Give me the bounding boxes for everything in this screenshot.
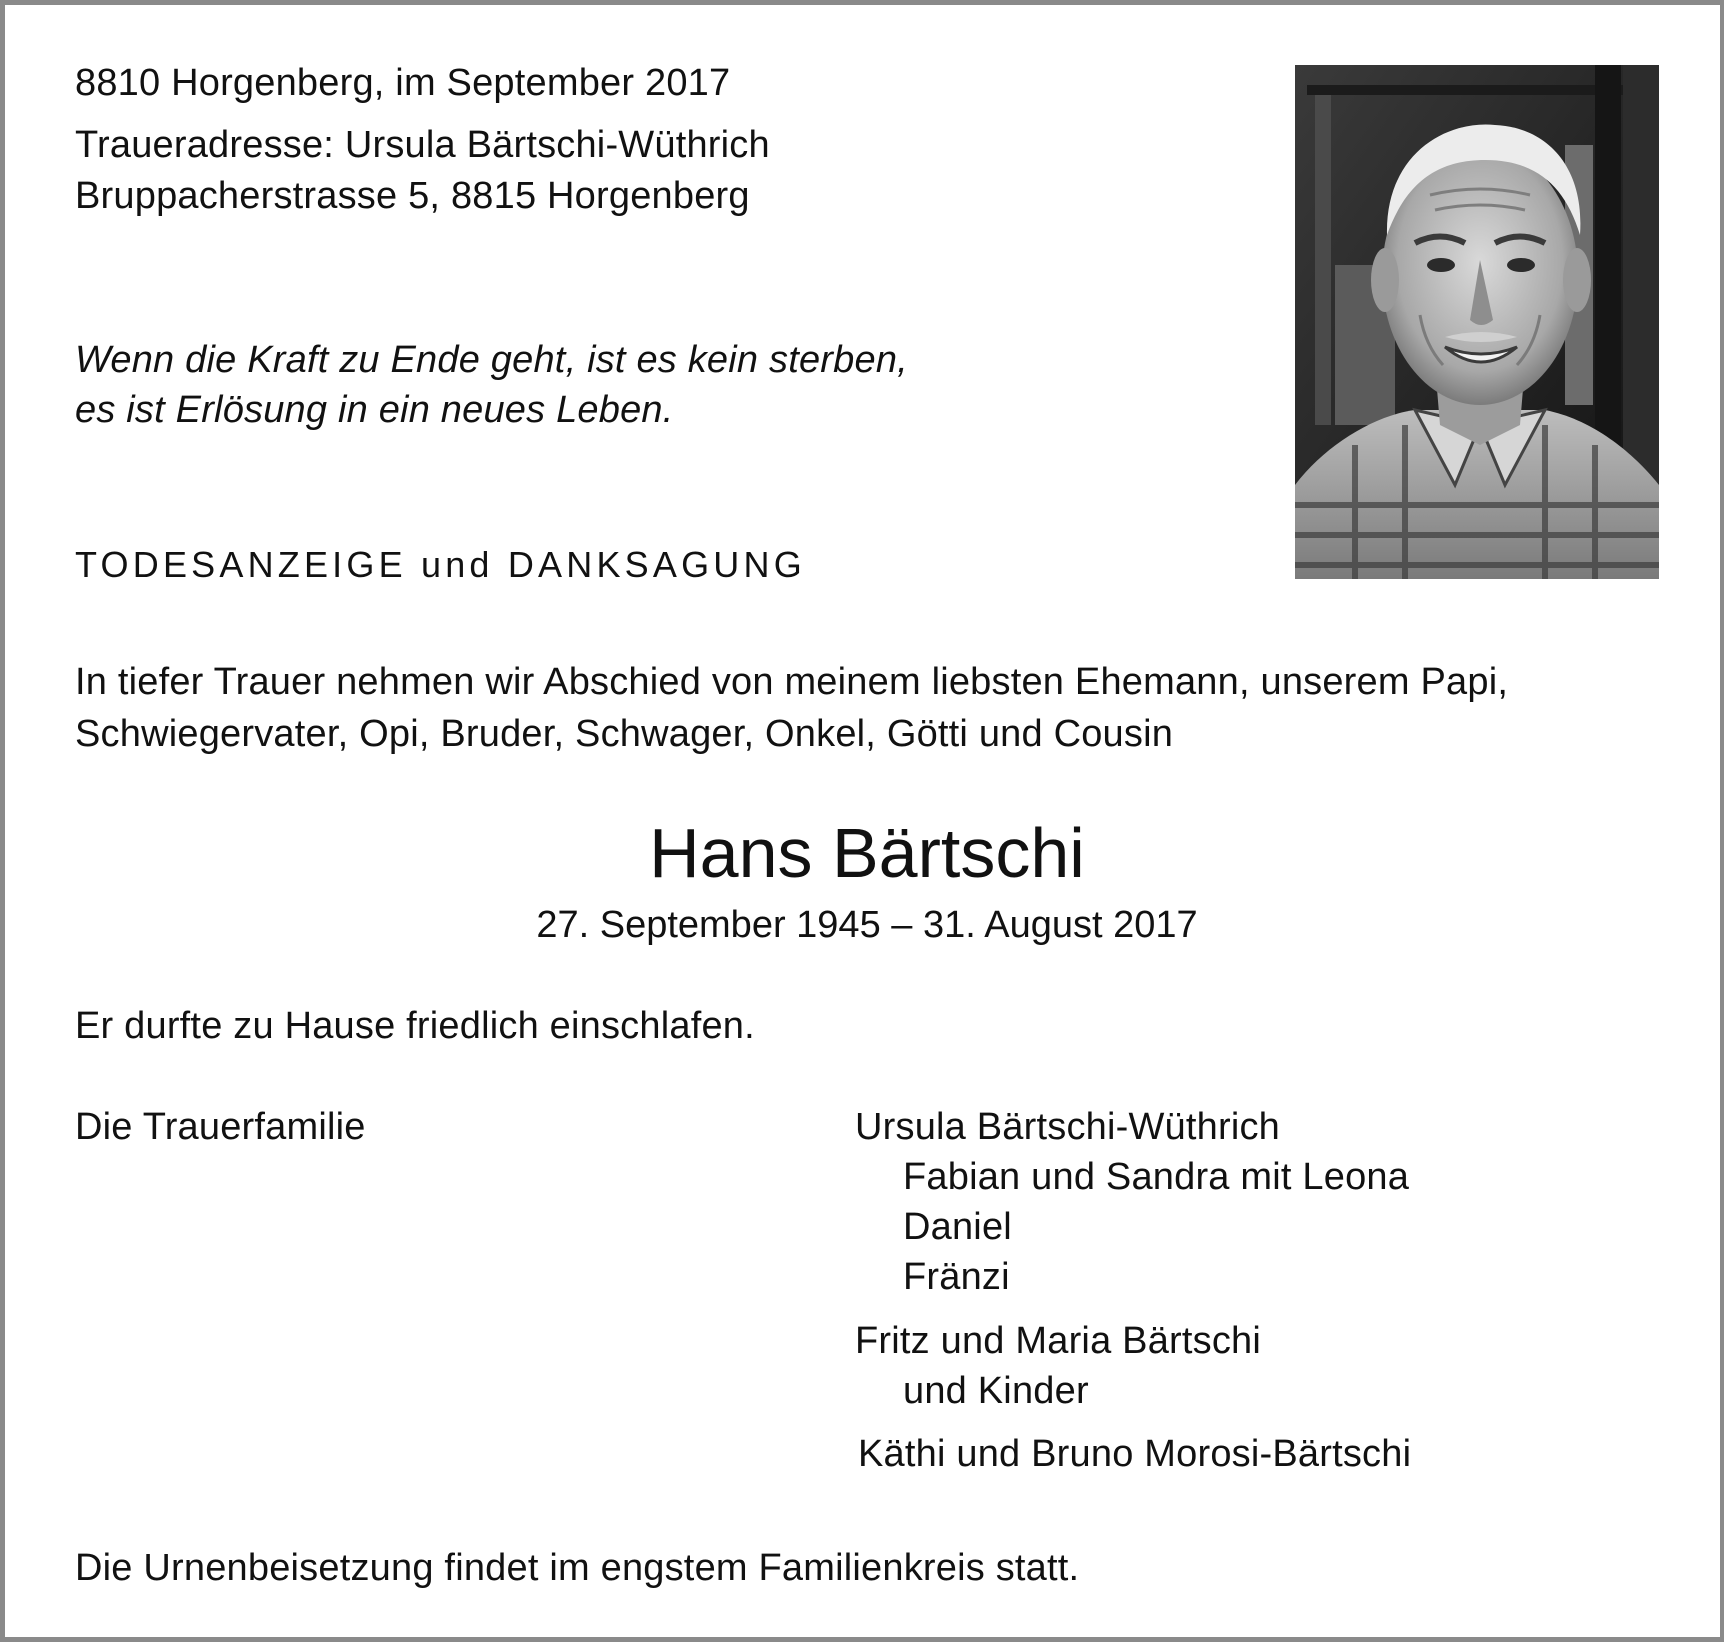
portrait-photo [1295,65,1659,579]
mourning-address-line-1: Traueradresse: Ursula Bärtschi-Wüthrich [75,124,770,166]
deceased-name: Hans Bärtschi [649,814,1085,892]
quote-line-2: es ist Erlösung in ein neues Leben. [75,389,674,431]
portrait-photo-icon [1295,65,1659,579]
mourner-group-2-head: Fritz und Maria Bärtschi [855,1320,1262,1362]
life-dates: 27. September 1945 – 31. August 2017 [536,904,1198,946]
place-date: 8810 Horgenberg, im September 2017 [75,62,731,104]
closing-note: Die Urnenbeisetzung findet im engstem Familienkreis statt. [75,1547,1080,1589]
mourner-group-1-member: Daniel [903,1206,1012,1248]
mourning-address-line-2: Bruppacherstrasse 5, 8815 Horgenberg [75,175,750,217]
statement: Er durfte zu Hause friedlich einschlafen. [75,1005,755,1047]
quote-line-1: Wenn die Kraft zu Ende geht, ist es kein sterben, [75,339,908,381]
mourner-group-1-member: Fabian und Sandra mit Leona [903,1156,1410,1198]
mourner-group-3-head: Käthi und Bruno Morosi-Bärtschi [858,1433,1412,1475]
mourner-group-1-member: Fränzi [903,1256,1010,1298]
intro-line-1: In tiefer Trauer nehmen wir Abschied von meinem liebsten Ehemann, unserem Papi, [75,661,1509,703]
family-label: Die Trauerfamilie [75,1106,366,1148]
mourner-group-2-member: und Kinder [903,1370,1089,1412]
mourner-group-1-head: Ursula Bärtschi-Wüthrich [855,1106,1281,1148]
intro-line-2: Schwiegervater, Opi, Bruder, Schwager, Onkel, Götti und Cousin [75,713,1174,755]
notice-heading: TODESANZEIGE und DANKSAGUNG [75,544,806,585]
